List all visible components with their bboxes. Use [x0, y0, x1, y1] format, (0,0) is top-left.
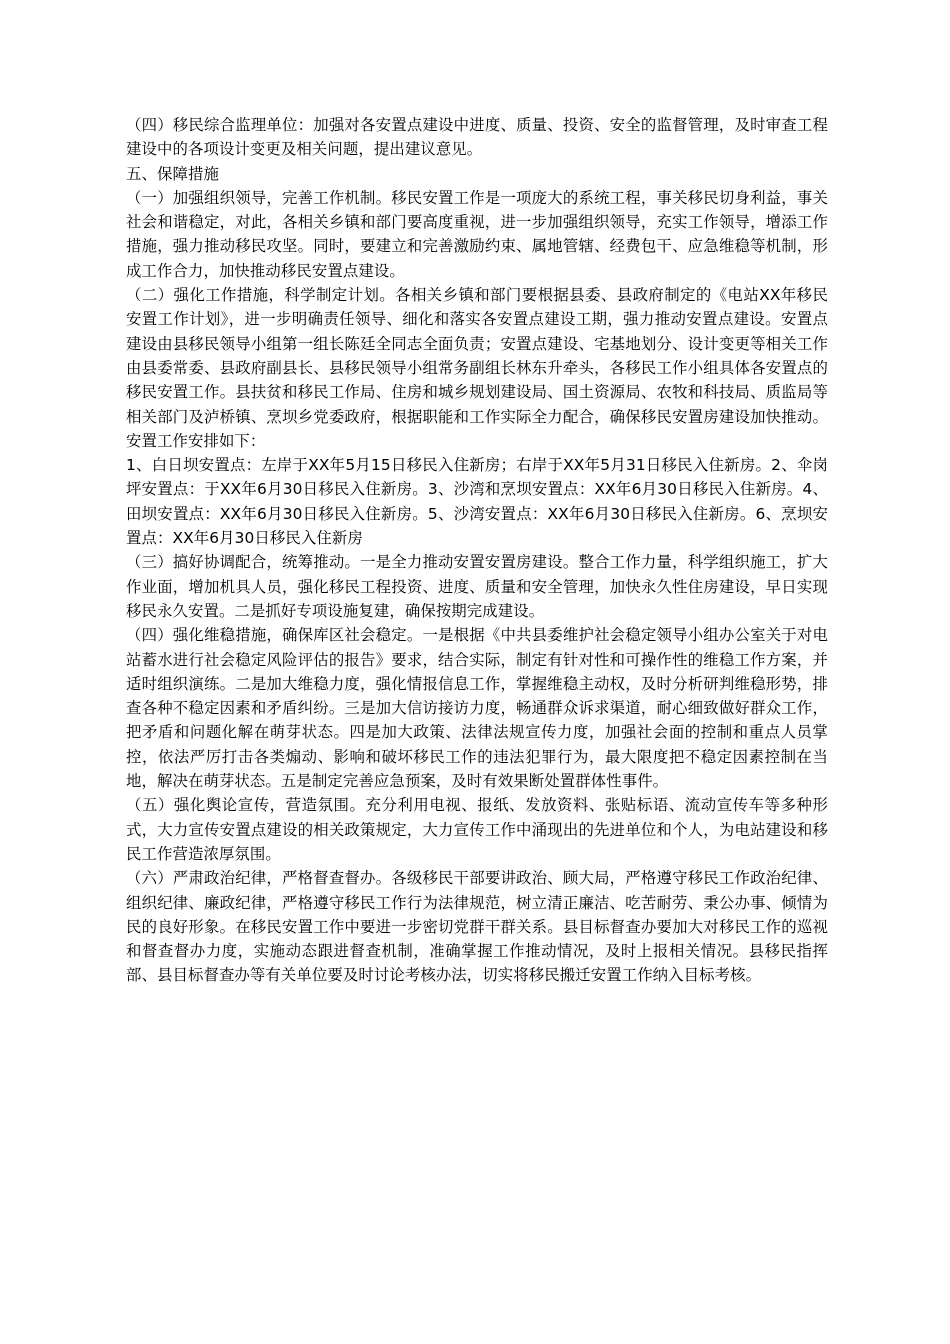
paragraph-discipline-supervision: （六）严肃政治纪律，严格督查督办。各级移民干部要讲政治、顾大局，严格遵守移民工作政治纪律、组织纪律、廉政纪律，严格遵守移民工作行为法律规范，树立清正廉洁、吃苦耐劳、秉公办事、倾情为民的良好形象。在移民安置工作中要进一步密切党群干群关系。县目标督查办要加大对移民工作的巡视和督查督办力度，实施动态跟进督查机制，准确掌握工作推动情况，及时上报相关情况。县移民指挥部、县目标督查办等有关单位要及时讨论考核办法，切实将移民搬迁安置工作纳入目标考核。 [126, 869, 828, 985]
paragraph-publicity: （五）强化舆论宣传，营造氛围。充分利用电视、报纸、发放资料、张贴标语、流动宣传车等多种形式，大力宣传安置点建设的相关政策规定，大力宣传工作中涌现出的先进单位和个人，为电站建设和移民工作营造浓厚氛围。 [126, 796, 828, 863]
section-heading-safeguards: 五、保障措施 [126, 164, 219, 183]
paragraph-supervision-unit: （四）移民综合监理单位：加强对各安置点建设中进度、质量、投资、安全的监督管理，及时审查工程建设中的各项设计变更及相关问题，提出建议意见。 [126, 116, 828, 159]
paragraph-stability-measures: （四）强化维稳措施，确保库区社会稳定。一是根据《中共县委维护社会稳定领导小组办公室关于对电站蓄水进行社会稳定风险评估的报告》要求，结合实际，制定有针对性和可操作性的维稳工作方案，并适时组织演练。二是加大维稳力度，强化情报信息工作，掌握维稳主动权，及时分析研判维稳形势，排查各种不稳定因素和矛盾纠纷。三是加大信访接访力度，畅通群众诉求渠道，耐心细致做好群众工作，把矛盾和问题化解在萌芽状态。四是加大政策、法律法规宣传力度，加强社会面的控制和重点人员掌控，依法严厉打击各类煽动、影响和破坏移民工作的违法犯罪行为，最大限度把不稳定因素控制在当地，解决在萌芽状态。五是制定完善应急预案，及时有效果断处置群体性事件。 [126, 626, 828, 791]
paragraph-resettlement-schedule: 1、白日坝安置点：左岸于XX年5月15日移民入住新房；右岸于XX年5月31日移民入住新房。2、伞岗坪安置点：于XX年6月30日移民入住新房。3、沙湾和烹坝安置点：XX年6月30日移民入住新房。4、田坝安置点：XX年6月30日移民入住新房。5、沙湾安置点：XX年6月30日移民入住新房。6、烹坝安置点：XX年6月30日移民入住新房 [126, 456, 828, 548]
paragraph-organization-leadership: （一）加强组织领导，完善工作机制。移民安置工作是一项庞大的系统工程，事关移民切身利益，事关社会和谐稳定，对此，各相关乡镇和部门要高度重视，进一步加强组织领导，充实工作领导，增添工作措施，强力推动移民攻坚。同时，要建立和完善激励约束、属地管辖、经费包干、应急维稳等机制，形成工作合力，加快推动移民安置点建设。 [126, 188, 828, 280]
paragraph-work-measures: （二）强化工作措施，科学制定计划。各相关乡镇和部门要根据县委、县政府制定的《电站XX年移民安置工作计划》，进一步明确责任领导、细化和落实各安置点建设工期，强力推动安置点建设。安置点建设由县移民领导小组第一组长陈廷全同志全面负责；安置点建设、宅基地划分、设计变更等相关工作由县委常委、县政府副县长、县移民领导小组常务副组长林东升牵头，各移民工作小组具体各安置点的移民安置工作。县扶贫和移民工作局、住房和城乡规划建设局、国土资源局、农牧和科技局、质监局等相关部门及泸桥镇、烹坝乡党委政府，根据职能和工作实际全力配合，确保移民安置房建设加快推动。安置工作安排如下： [126, 286, 828, 450]
paragraph-coordination: （三）搞好协调配合，统筹推动。一是全力推动安置安置房建设。整合工作力量，科学组织施工，扩大作业面，增加机具人员，强化移民工程投资、进度、质量和安全管理，加快永久性住房建设，早日实现移民永久安置。二是抓好专项设施复建，确保按期完成建设。 [126, 553, 828, 620]
document-body [126, 113, 828, 988]
